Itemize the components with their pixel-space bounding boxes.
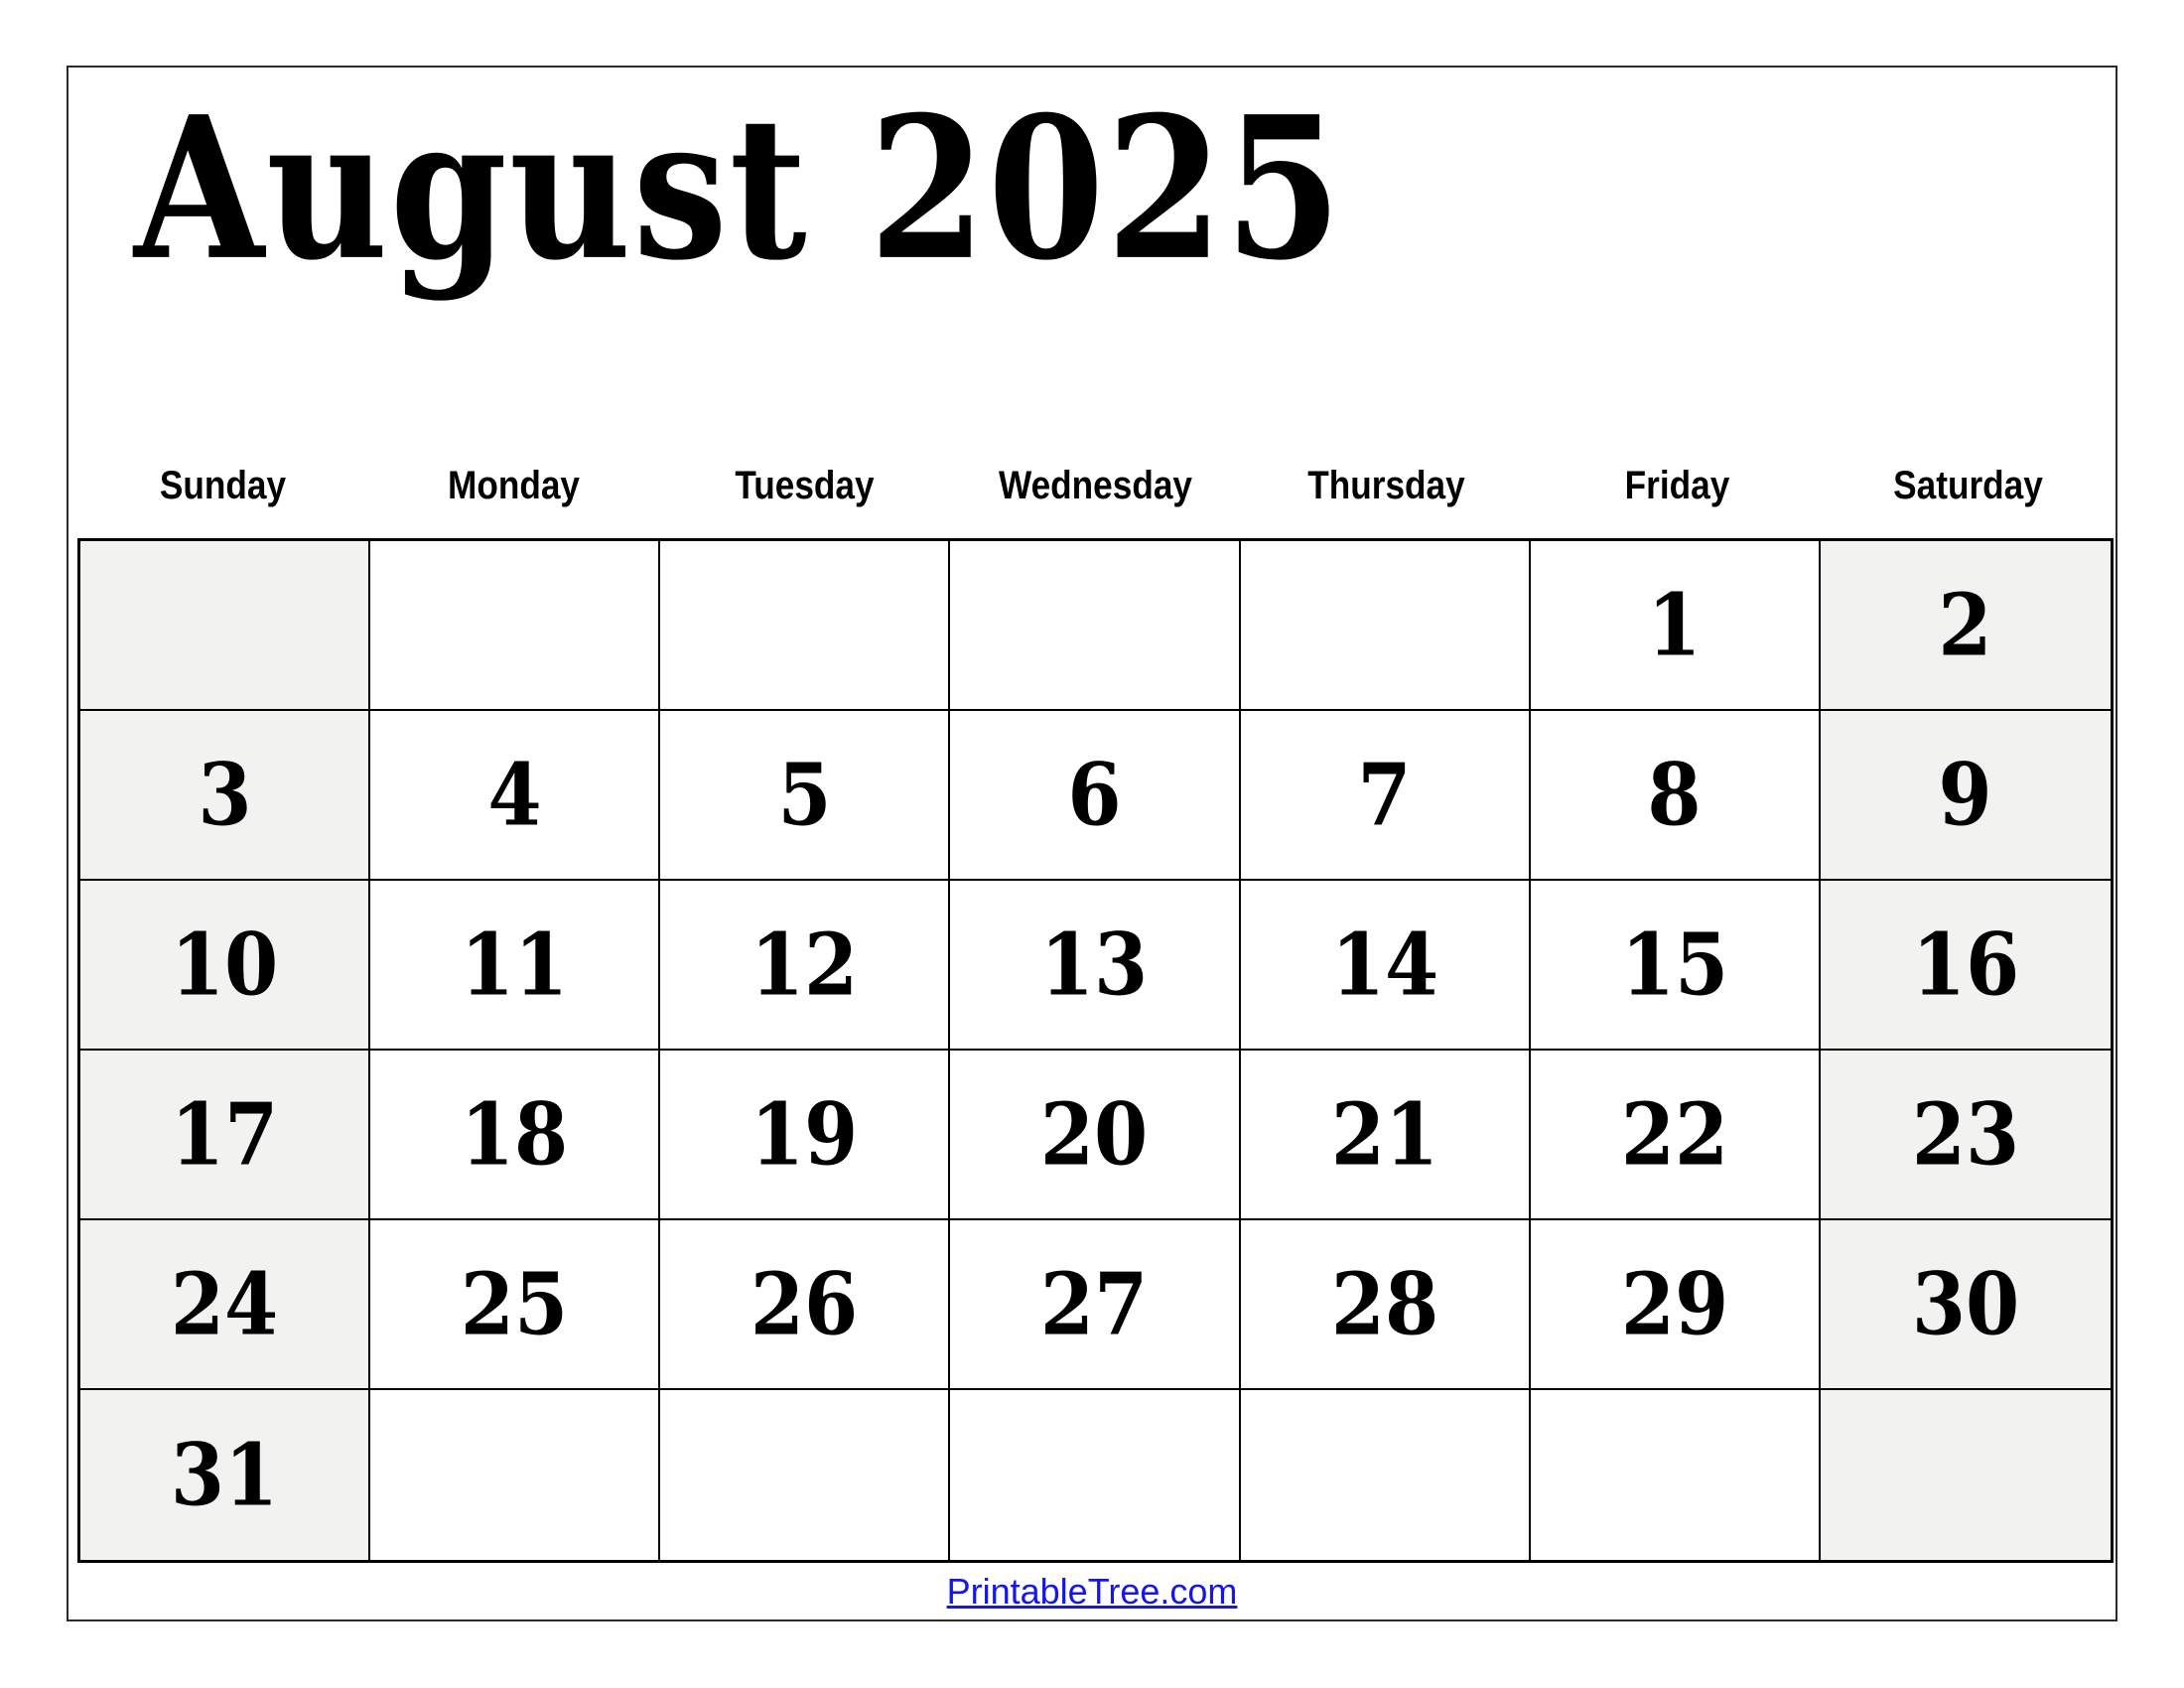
day-cell-8 (1531, 711, 1821, 881)
day-number: 10 (170, 914, 279, 1015)
day-cell-empty (80, 541, 370, 711)
day-number: 4 (487, 745, 542, 845)
day-cell-22 (1531, 1051, 1821, 1220)
day-number: 31 (170, 1425, 279, 1525)
day-cell-empty (660, 1390, 950, 1560)
day-number: 16 (1911, 914, 2020, 1015)
day-cell-4 (370, 711, 660, 881)
day-number: 19 (751, 1084, 859, 1185)
day-cell-18 (370, 1051, 660, 1220)
day-cell-empty (950, 541, 1240, 711)
day-number: 15 (1620, 914, 1728, 1015)
day-number: 1 (1647, 575, 1702, 675)
day-cell-30 (1821, 1220, 2111, 1390)
day-cell-empty (1821, 1390, 2111, 1560)
weekday-label-sunday: Sunday (159, 463, 287, 507)
weekday-label-monday: Monday (448, 463, 580, 507)
day-cell-29 (1531, 1220, 1821, 1390)
day-number: 13 (1040, 914, 1149, 1015)
weekday-label-friday: Friday (1624, 463, 1730, 507)
day-number: 11 (460, 914, 569, 1015)
day-number: 6 (1067, 745, 1122, 845)
day-number: 14 (1330, 914, 1438, 1015)
day-cell-19 (660, 1051, 950, 1220)
day-number: 30 (1911, 1254, 2020, 1354)
day-cell-empty (950, 1390, 1240, 1560)
day-cell-16 (1821, 881, 2111, 1051)
day-number: 17 (170, 1084, 279, 1185)
day-number: 2 (1938, 575, 1993, 675)
day-cell-12 (660, 881, 950, 1051)
day-number: 24 (170, 1254, 279, 1354)
day-cell-17 (80, 1051, 370, 1220)
day-number: 23 (1911, 1084, 2020, 1185)
day-cell-25 (370, 1220, 660, 1390)
day-cell-2 (1821, 541, 2111, 711)
day-cell-empty (370, 1390, 660, 1560)
day-cell-5 (660, 711, 950, 881)
day-cell-empty (660, 541, 950, 711)
day-number: 5 (777, 745, 832, 845)
day-cell-13 (950, 881, 1240, 1051)
footer (0, 1571, 2184, 1613)
day-cell-20 (950, 1051, 1240, 1220)
day-cell-27 (950, 1220, 1240, 1390)
day-number: 29 (1620, 1254, 1728, 1354)
day-number: 12 (751, 914, 859, 1015)
day-cell-15 (1531, 881, 1821, 1051)
footer-link[interactable]: PrintableTree.com (946, 1571, 1238, 1612)
day-cell-7 (1241, 711, 1531, 881)
day-cell-empty (1241, 1390, 1531, 1560)
day-number: 9 (1938, 745, 1993, 845)
day-number: 3 (197, 745, 252, 845)
weekday-label-saturday: Saturday (1893, 463, 2043, 507)
day-number: 18 (460, 1084, 569, 1185)
day-cell-21 (1241, 1051, 1531, 1220)
day-cell-14 (1241, 881, 1531, 1051)
calendar-title: August 2025 (134, 73, 1344, 304)
weekday-label-wednesday: Wednesday (999, 463, 1192, 507)
day-cell-empty (370, 541, 660, 711)
weekday-label-thursday: Thursday (1307, 463, 1465, 507)
day-number: 22 (1620, 1084, 1728, 1185)
weekday-label-tuesday: Tuesday (735, 463, 875, 507)
calendar-grid (77, 538, 2114, 1563)
day-number: 20 (1040, 1084, 1149, 1185)
day-number: 28 (1330, 1254, 1438, 1354)
day-cell-9 (1821, 711, 2111, 881)
day-cell-26 (660, 1220, 950, 1390)
day-cell-31 (80, 1390, 370, 1560)
day-number: 27 (1040, 1254, 1149, 1354)
weekday-row (77, 455, 2114, 516)
day-cell-11 (370, 881, 660, 1051)
day-cell-empty (1241, 541, 1531, 711)
day-cell-24 (80, 1220, 370, 1390)
day-number: 7 (1357, 745, 1412, 845)
day-cell-1 (1531, 541, 1821, 711)
day-number: 26 (751, 1254, 859, 1354)
day-cell-3 (80, 711, 370, 881)
day-cell-28 (1241, 1220, 1531, 1390)
day-cell-6 (950, 711, 1240, 881)
day-cell-23 (1821, 1051, 2111, 1220)
day-number: 21 (1330, 1084, 1438, 1185)
day-number: 8 (1647, 745, 1702, 845)
day-cell-10 (80, 881, 370, 1051)
day-cell-empty (1531, 1390, 1821, 1560)
day-number: 25 (460, 1254, 569, 1354)
